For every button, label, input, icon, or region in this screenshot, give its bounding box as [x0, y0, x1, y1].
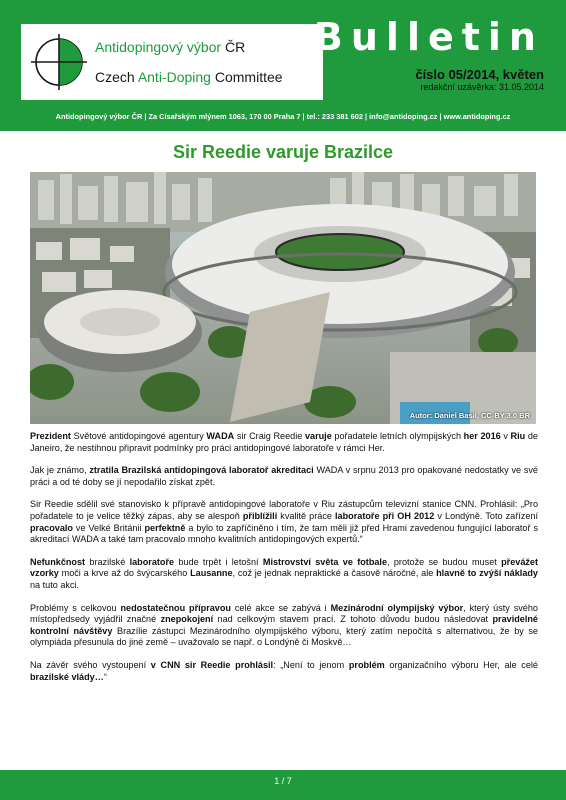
- text-run: : „Není to jenom: [273, 659, 349, 670]
- bold-text-run: hlavně to zvýší náklady: [436, 568, 538, 579]
- bold-text-run: Lausanne: [190, 568, 233, 579]
- article-body: [30, 431, 538, 694]
- issue-number: číslo 05/2014, květen: [415, 67, 544, 82]
- bold-text-run: Mistrovství světa ve fotbale: [262, 556, 388, 567]
- committee-logo: [21, 24, 323, 100]
- text-run: a bylo to zapříčiněno i tím, že tam měli již před Hrami zavedenou fungující laboratoř s akreditací WADA a také tam pracovalo mnoho kvalitních antidopingových expertů.“: [30, 522, 538, 545]
- bold-text-run: Riu: [510, 431, 526, 441]
- bold-text-run: Prezident: [30, 431, 71, 441]
- antidoping-logo-icon: [29, 32, 89, 92]
- bold-text-run: brazilské vlády…: [30, 671, 104, 682]
- text-run: de Janeiro, že nestihnou připravit podmínky pro práci antidopingové laboratoře v rámci Her.: [30, 431, 538, 453]
- maracana-stadium-image: [30, 172, 536, 424]
- text-run: organizačního výboru Her, ale celé: [384, 659, 538, 670]
- bold-text-run: ztratila Brazilská antidopingová laboratoř akreditaci: [89, 465, 314, 476]
- text-run: pořadatele letních olympijských: [331, 431, 464, 441]
- photo-credit: Autor: Daniel Basil, CC-BY 3.0 BR: [409, 411, 530, 420]
- header-banner: [0, 0, 566, 131]
- text-run: Světové antidopingové agentury: [70, 431, 207, 441]
- bold-text-run: her 2016: [463, 431, 501, 441]
- text-run: Problémy s celkovou: [30, 602, 121, 613]
- stadium-photo: [30, 172, 536, 424]
- text-run: celé akce se zabývá i: [230, 602, 331, 613]
- text-run: na tuto akci.: [30, 579, 80, 590]
- text-run: ve Velké Británii: [72, 522, 145, 533]
- text-run: WADA v srpnu 2013 pro opakované nedostatky ve své práci a od té doby se jí nepodařilo získat zpět.: [30, 465, 538, 487]
- text-run: bude trpět i letošní: [174, 556, 263, 567]
- text-run: , protože se budou muset: [387, 556, 502, 567]
- bold-text-run: problém: [348, 659, 385, 670]
- paragraph: [30, 660, 538, 683]
- text-run: “: [103, 671, 107, 682]
- logo-text-czech: Antidopingový výbor ČR: [95, 39, 246, 55]
- bulletin-title: Bulletin: [313, 15, 544, 59]
- page-number: 1 / 7: [274, 776, 292, 786]
- bold-text-run: Nefunkčnost: [30, 556, 86, 567]
- text-run: v: [500, 431, 511, 441]
- text-run: brazilské: [85, 556, 130, 567]
- text-run: , což je jednak nepraktické a časově náročné, ale: [232, 568, 437, 579]
- bold-text-run: znepokojení: [160, 614, 214, 625]
- bold-text-run: pravidelné kontrolní návštěvy: [30, 614, 538, 636]
- paragraph: [30, 557, 538, 592]
- bold-text-run: laboratoře při OH 2012: [335, 510, 435, 521]
- bold-text-run: převážet vzorky: [30, 556, 539, 579]
- text-run: v Londýně. Toto zařízení: [434, 510, 538, 521]
- text-run: Jak je známo,: [30, 465, 90, 476]
- footer-bar: [0, 770, 566, 800]
- text-run: Na závěr svého vystoupení: [30, 659, 151, 670]
- bold-text-run: Mezinárodní olympijský výbor: [330, 602, 464, 613]
- bold-text-run: laboratoře: [129, 556, 175, 567]
- text-run: Sir Reedie sdělil své stanovisko k přípravě antidopingové laboratoře v Riu zástupcům televizní stanice CNN. Prohlásil: „Pro pořadatele to je velice těžký zápas, aby se alespoň: [30, 499, 538, 521]
- text-run: kvalitě práce: [277, 510, 336, 521]
- contact-line: Antidopingový výbor ČR | Za Císařským mlýnem 1063, 170 00 Praha 7 | tel.: 233 381 602 | info@antidoping.cz | www.antidoping.cz: [55, 112, 511, 121]
- editorial-deadline: redakční uzávěrka: 31.05.2014: [420, 82, 544, 92]
- bold-text-run: varuje: [304, 431, 332, 441]
- text-run: moči a krve až do švýcarského: [58, 568, 191, 579]
- paragraph: [30, 603, 538, 649]
- article-title: Sir Reedie varuje Brazilce: [172, 142, 394, 162]
- bold-text-run: v CNN sir Reedie prohlásil: [150, 659, 274, 670]
- bold-text-run: nedostatečnou přípravou: [120, 602, 231, 613]
- bold-text-run: pracovalo: [30, 522, 73, 533]
- text-run: nad celkovým stavem prací. Z tohoto důvodu budou následovat: [213, 614, 493, 625]
- logo-text-english: Czech Anti-Doping Committee: [95, 69, 283, 85]
- text-run: sir Craig Reedie: [234, 431, 305, 441]
- bold-text-run: přiblížili: [242, 510, 278, 521]
- bold-text-run: perfektně: [144, 522, 186, 533]
- paragraph: [30, 499, 538, 545]
- paragraph: [30, 465, 538, 488]
- text-run: , který ústy svého místopředsedy vyjádřil značné: [30, 602, 538, 625]
- paragraph: [30, 431, 538, 454]
- bold-text-run: WADA: [206, 431, 235, 441]
- text-run: Brazílie zástupci Mezinárodního olympijského výboru, který zatím nepočítá s alternativou, že by se olympiáda přesunula do jiné země – uvažovalo se např. o Londýně či Moskvě…: [30, 625, 538, 648]
